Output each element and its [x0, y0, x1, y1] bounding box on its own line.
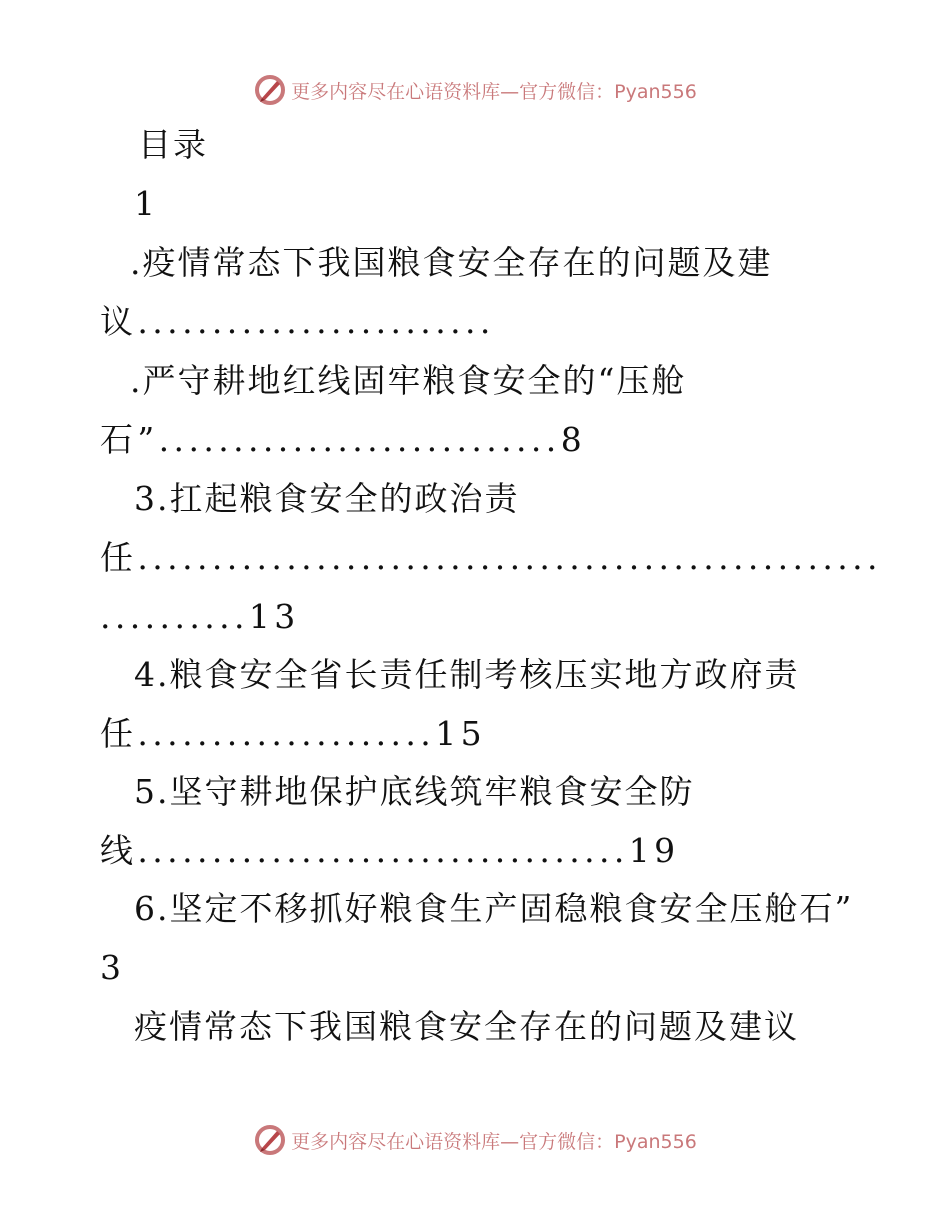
toc-entry-3[interactable]: 3.扛起粮食安全的政治责	[134, 479, 520, 518]
banner-text: 更多内容尽在心语资料库—官方微信：Pyan556	[291, 1130, 697, 1153]
pen-logo-icon	[253, 73, 287, 107]
pen-logo-icon	[253, 1123, 287, 1157]
toc-entry-5-leader[interactable]: 线.................................19	[100, 831, 680, 870]
toc-entry-3-leader[interactable]: 任..................................................	[100, 538, 882, 577]
toc-heading: 目录	[138, 125, 208, 164]
toc-entry-1[interactable]: .疫情常态下我国粮食安全存在的问题及建	[130, 243, 773, 282]
header-banner	[0, 70, 950, 110]
footer-banner	[0, 1120, 950, 1160]
toc-entry-2[interactable]: .严守耕地红线固牢粮食安全的“压舱	[130, 361, 687, 400]
toc-entry-2-leader[interactable]: 石”...........................8	[100, 420, 587, 459]
toc-entry-1-leader[interactable]: 议........................	[100, 302, 495, 341]
toc-entry-4-leader[interactable]: 任....................15	[100, 714, 486, 753]
banner-text: 更多内容尽在心语资料库—官方微信：Pyan556	[291, 80, 697, 103]
body-title: 疫情常态下我国粮食安全存在的问题及建议	[134, 1007, 799, 1046]
toc-entry-3-leader-cont[interactable]: ..........13	[100, 597, 300, 636]
toc-entry-4[interactable]: 4.粮食安全省长责任制考核压实地方政府责	[134, 655, 800, 694]
toc-entry-6[interactable]: 6.坚定不移抓好粮食生产固稳粮食安全压舱石”	[134, 889, 854, 928]
toc-number: 1	[134, 184, 157, 223]
toc-number: 3	[100, 948, 123, 987]
toc-entry-5[interactable]: 5.坚守耕地保护底线筑牢粮食安全防	[134, 772, 695, 811]
